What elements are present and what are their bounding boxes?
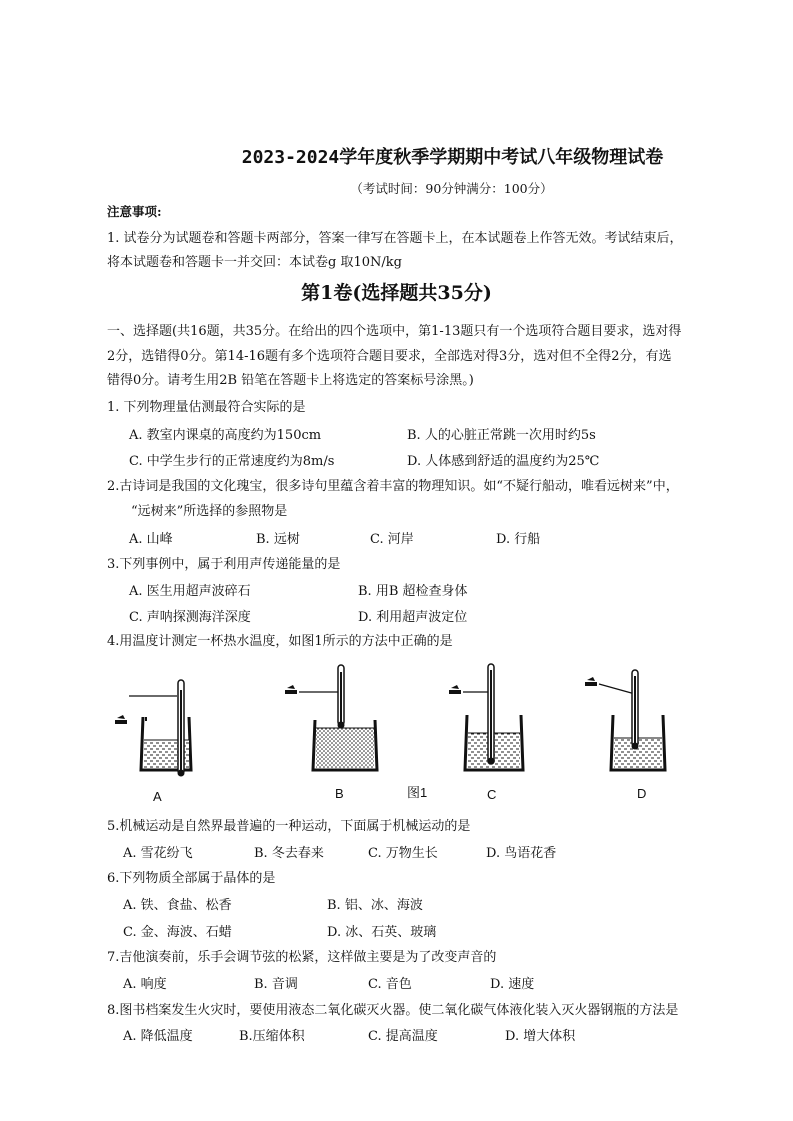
notice-heading: 注意事项: — [107, 204, 162, 219]
section-intro-line-3: 错得0分。请考生用2B 铅笔在答题卡上将选定的答案标号涂黑。) — [107, 373, 474, 388]
question-6-option-c: C. 金、海波、石蜡 — [123, 925, 232, 940]
question-2-option-c: C. 河岸 — [370, 532, 414, 547]
question-7-option-d: D. 速度 — [490, 977, 535, 992]
exam-title: 2023-2024学年度秋季学期期中考试八年级物理试卷 — [241, 147, 664, 168]
question-4-stem: 4.用温度计测定一杯热水温度，如图1所示的方法中正确的是 — [107, 634, 453, 649]
figure-caption: 图1 — [407, 785, 428, 800]
question-8-option-a: A. 降低温度 — [123, 1029, 193, 1044]
notice-line-1: 1. 试卷分为试题卷和答题卡两部分，答案一律写在答题卡上，在本试题卷上作答无效。考试结束后， — [107, 231, 683, 246]
question-3-option-d: D. 利用超声波定位 — [358, 610, 468, 625]
question-5-option-c: C. 万物生长 — [368, 846, 438, 861]
question-7-stem: 7.吉他演奏前，乐手会调节弦的松紧，这样做主要是为了改变声音的 — [107, 950, 497, 965]
question-8-stem: 8.图书档案发生火灾时，要使用液态二氧化碳灭火器。使二氧化碳气体液化装入灭火器钢瓶的方法是 — [107, 1003, 679, 1018]
question-5-option-a: A. 雪花纷飞 — [123, 846, 193, 861]
question-3-option-c: C. 声呐探测海洋深度 — [129, 610, 251, 625]
section-intro-line-2: 2分，选错得0分。第14-16题有多个选项符合题目要求，全部选对得3分，选对但不全得2分，有选 — [107, 349, 672, 364]
question-7-option-c: C. 音色 — [368, 977, 412, 992]
question-3-option-b: B. 用B 超检查身体 — [358, 584, 468, 599]
setup-a-icon — [115, 680, 191, 777]
question-6-option-b: B. 铝、冰、海波 — [327, 898, 423, 913]
setup-b-icon — [285, 665, 377, 770]
question-1-option-c: C. 中学生步行的正常速度约为8m/s — [129, 454, 335, 469]
thermometer-figure — [105, 660, 685, 785]
question-2-stem-line-1: 2.古诗词是我国的文化瑰宝，很多诗句里蕴含着丰富的物理知识。如“不疑行船动，唯看远树来”中， — [107, 479, 679, 494]
question-3-option-a: A. 医生用超声波碎石 — [129, 584, 251, 599]
question-1-stem: 1. 下列物理量估测最符合实际的是 — [107, 400, 306, 415]
question-6-stem: 6.下列物质全部属于晶体的是 — [107, 871, 276, 886]
question-3-stem: 3.下列事例中，属于利用声传递能量的是 — [107, 557, 341, 572]
question-2-option-a: A. 山峰 — [129, 532, 173, 547]
question-5-option-b: B. 冬去春来 — [254, 846, 324, 861]
question-1-option-a: A. 教室内课桌的高度约为150cm — [129, 428, 322, 443]
figure-label-c: C — [487, 787, 497, 802]
figure-label-d: D — [637, 786, 647, 801]
setup-d-icon — [585, 670, 665, 770]
setup-c-icon — [449, 664, 523, 770]
question-1-option-d: D. 人体感到舒适的温度约为25℃ — [407, 454, 600, 469]
question-5-stem: 5.机械运动是自然界最普遍的一种运动，下面属于机械运动的是 — [107, 819, 471, 834]
question-8-option-d: D. 增大体积 — [505, 1029, 576, 1044]
question-6-option-d: D. 冰、石英、玻璃 — [327, 925, 437, 940]
section-title: 第1卷(选择题共35分) — [301, 282, 492, 304]
question-7-option-a: A. 响度 — [123, 977, 167, 992]
question-2-stem-line-2: “远树来”所选择的参照物是 — [131, 504, 288, 519]
notice-line-2: 将本试题卷和答题卡一并交回：本试卷g 取10N/kg — [107, 255, 402, 270]
question-7-option-b: B. 音调 — [254, 977, 298, 992]
question-8-option-b: B.压缩体积 — [239, 1029, 305, 1044]
question-8-option-c: C. 提高温度 — [368, 1029, 438, 1044]
figure-label-b: B — [335, 786, 344, 801]
question-1-option-b: B. 人的心脏正常跳一次用时约5s — [407, 428, 596, 443]
question-2-option-d: D. 行船 — [496, 532, 541, 547]
question-5-option-d: D. 鸟语花香 — [486, 846, 557, 861]
section-intro-line-1: 一、选择题(共16题，共35分。在给出的四个选项中，第1-13题只有一个选项符合题目要求，选对得 — [107, 324, 682, 339]
question-2-option-b: B. 远树 — [256, 532, 300, 547]
figure-label-a: A — [153, 789, 162, 804]
question-6-option-a: A. 铁、食盐、松香 — [123, 898, 232, 913]
exam-subtitle: （考试时间：90分钟满分：100分） — [350, 181, 553, 196]
